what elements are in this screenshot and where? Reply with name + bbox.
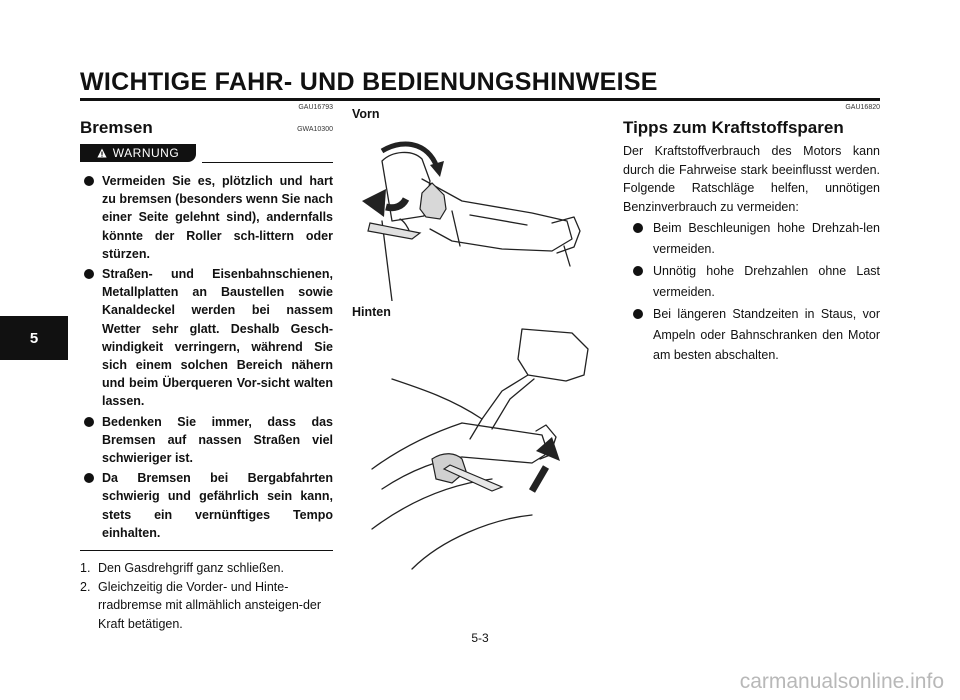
bullet-icon — [84, 417, 94, 427]
step-item: 2. Gleichzeitig die Vorder- und Hinte-rradbremse mit allmählich ansteigen-der Kraft betätigen. — [80, 579, 322, 631]
bullet-icon — [633, 223, 643, 233]
chapter-tab: 5 — [0, 316, 68, 360]
warning-item: Da Bremsen bei Bergabfahrten schwierig und gefährlich sein kann, stets ein vernünftiges Tempo einhalten. — [80, 469, 333, 542]
left-column — [80, 104, 333, 633]
header-rule — [80, 98, 880, 101]
warning-badge — [80, 144, 196, 162]
page-number: 5-3 — [471, 631, 489, 645]
warning-end-rule — [80, 550, 333, 551]
steps-list — [80, 559, 333, 633]
warning-label: WARNUNG — [112, 146, 180, 160]
bullet-icon — [633, 266, 643, 276]
warning-triangle-icon — [97, 148, 107, 158]
bullet-icon — [84, 269, 94, 279]
step-item: 1. Den Gasdrehgriff ganz schließen. — [80, 561, 284, 576]
right-column — [623, 104, 880, 368]
rear-brake-label: Hinten — [352, 305, 391, 319]
front-brake-illustration — [352, 121, 598, 301]
fuel-tip-item: Unnötig hohe Drehzahlen ohne Last vermeiden. — [623, 261, 880, 302]
ref-code-fuel: GAU16820 — [845, 104, 880, 111]
warning-item: Vermeiden Sie es, plötzlich und hart zu bremsen (besonders wenn Sie nach einer Seite gelehnt sind), andernfalls könnte der Roller sch-littern oder stürzen. — [80, 172, 333, 263]
fuel-tip-item: Bei längeren Standzeiten in Staus, vor Ampeln oder Bahnschranken den Motor am besten abschalten. — [623, 304, 880, 366]
warning-code: GWA10300 — [297, 126, 333, 133]
fuel-intro: Der Kraftstoffverbrauch des Motors kann durch die Fahrweise stark beeinflusst werden. Folgende Ratschläge helfen, unnötigen Benzinverbrauch zu vermeiden: — [623, 144, 880, 214]
fuel-tip-item: Beim Beschleunigen hohe Drehzah-len vermeiden. — [623, 218, 880, 259]
section-title-brakes: Bremsen — [80, 118, 153, 137]
warning-list — [80, 172, 333, 542]
warning-rule — [202, 162, 333, 163]
ref-code-brakes: GAU16793 — [298, 104, 333, 111]
watermark: carmanualsonline.info — [739, 670, 944, 693]
front-brake-label: Vorn — [352, 107, 380, 121]
warning-item: Bedenken Sie immer, dass das Bremsen auf nassen Straßen viel schwieriger ist. — [80, 413, 333, 468]
page-title: WICHTIGE FAHR- UND BEDIENUNGSHINWEISE — [80, 68, 658, 96]
fuel-tips-list — [623, 218, 880, 366]
bullet-icon — [633, 309, 643, 319]
warning-item: Straßen- und Eisenbahnschienen, Metallplatten an Baustellen sowie Kanaldeckel werden bei nassem Wetter sehr glatt. Deshalb Gesch-windigkeit verringern, während Sie sich einem solchen Bereich nähern und beim Überqueren Vor-sicht walten lassen. — [80, 265, 333, 411]
rear-brake-illustration — [352, 319, 598, 589]
middle-column — [352, 104, 598, 589]
section-title-fuel: Tipps zum Kraftstoffsparen — [623, 118, 844, 137]
bullet-icon — [84, 176, 94, 186]
bullet-icon — [84, 473, 94, 483]
